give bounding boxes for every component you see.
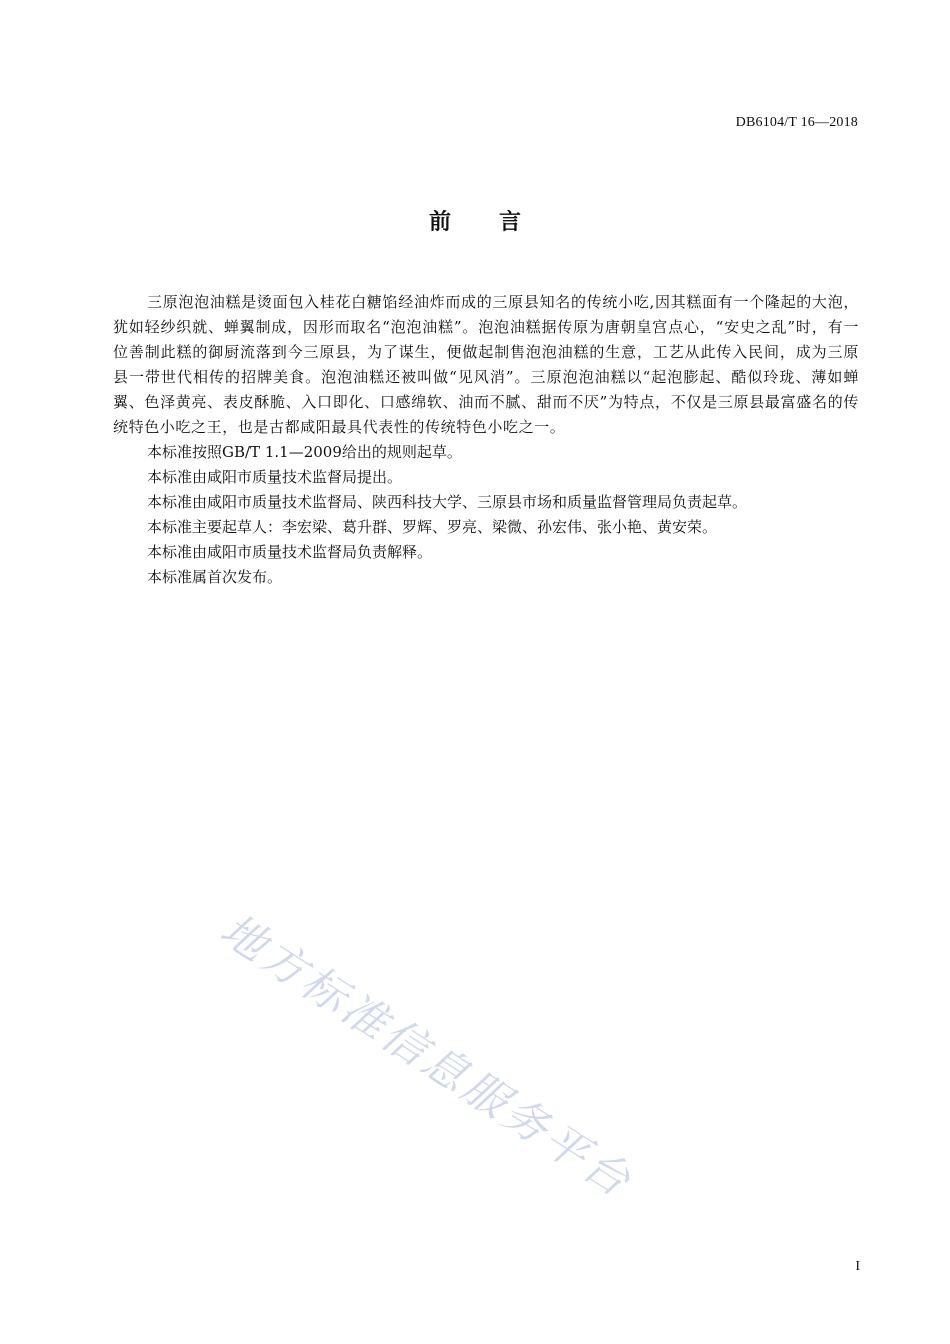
paragraph-intro: 三原泡泡油糕是烫面包入桂花白糖馅经油炸而成的三原县知名的传统小吃,因其糕面有一个隆起的大泡，犹如轻纱织就、蝉翼制成，因形而取名“泡泡油糕”。泡泡油糕据传原为唐朝皇宫点心，“安史之乱”时，有一位善制此糕的御厨流落到今三原县，为了谋生，便做起制售泡泡油糕的生意，工艺从此传入民间，成为三原县一带世代相传的招牌美食。泡泡油糕还被叫做“见风消”。三原泡泡油糕以“起泡膨起、酷似玲珑、薄如蝉翼、色泽黄亮、表皮酥脆、入口即化、口感绵软、油而不腻、甜而不厌”为特点，不仅是三原县最富盛名的传统特色小吃之王，也是古都咸阳最具代表性的传统特色小吃之一。 xyxy=(113,293,859,436)
page-number: I xyxy=(855,1259,860,1274)
paragraph-interpretation: 本标准由咸阳市质量技术监督局负责解释。 xyxy=(147,543,433,561)
foreword-body xyxy=(113,290,859,590)
watermark: 地方标准信息服务平台 xyxy=(211,904,642,1209)
paragraph-drafters: 本标准主要起草人：李宏梁、葛升群、罗辉、罗亮、梁微、孙宏伟、张小艳、黄安荣。 xyxy=(147,518,718,536)
paragraph-drafting-rules: 本标准按照GB/T 1.1—2009给出的规则起草。 xyxy=(147,443,462,461)
paragraph-first-release: 本标准属首次发布。 xyxy=(147,568,283,586)
paragraph-drafting-units: 本标准由咸阳市质量技术监督局、陕西科技大学、三原县市场和质量监督管理局负责起草。 xyxy=(147,493,748,511)
page-title: 前言 xyxy=(428,209,569,235)
paragraph-proposer: 本标准由咸阳市质量技术监督局提出。 xyxy=(147,468,403,486)
document-code: DB6104/T 16—2018 xyxy=(735,115,858,130)
